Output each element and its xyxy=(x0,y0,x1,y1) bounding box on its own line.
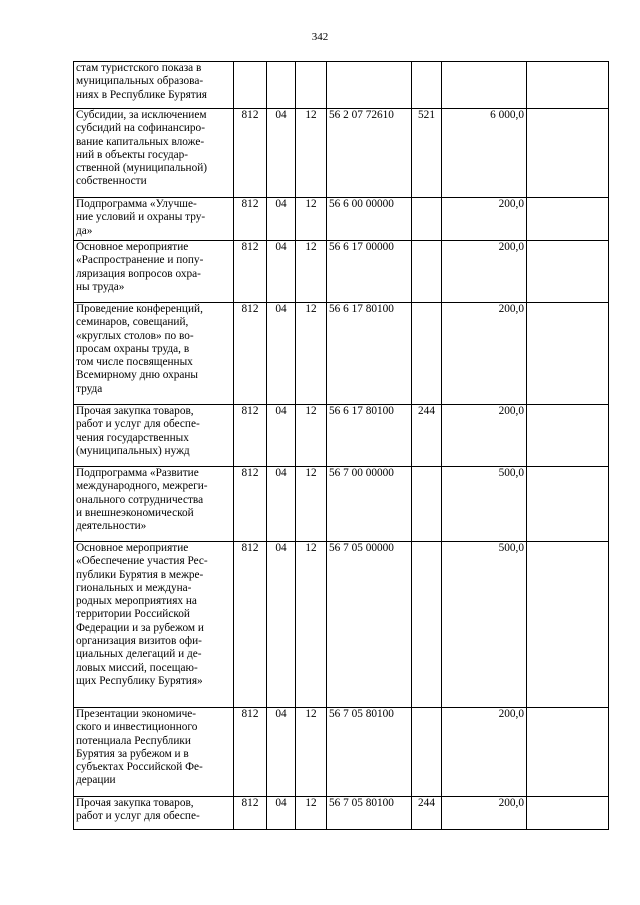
item-name-line: муниципальных образова- xyxy=(76,75,204,88)
item-name-line: собственности xyxy=(76,175,147,188)
target-article-cell: 56 6 00 00000 xyxy=(327,198,412,241)
subsection-code-cell: 12 xyxy=(296,198,327,241)
item-name-line: вание капитальных вложе- xyxy=(76,135,205,148)
extra-cell xyxy=(527,303,609,405)
subsection-code-cell: 12 xyxy=(296,109,327,198)
item-name-cell xyxy=(74,405,234,467)
item-name-cell xyxy=(74,303,234,405)
item-name-line: семинаров, совещаний, xyxy=(76,316,189,329)
item-name-line: Прочая закупка товаров, xyxy=(76,405,194,417)
item-name-cell xyxy=(74,109,234,198)
table-row xyxy=(74,708,609,797)
section-code-cell xyxy=(267,62,296,109)
section-code-cell: 04 xyxy=(267,542,296,708)
item-name-line: «Обеспечение участия Рес- xyxy=(76,555,208,568)
extra-cell xyxy=(527,708,609,797)
expense-type-cell xyxy=(412,467,442,542)
section-code-cell: 04 xyxy=(267,797,296,830)
item-name-line: Федерации и за рубежом и xyxy=(76,621,204,634)
ministry-code-cell: 812 xyxy=(234,303,267,405)
extra-cell xyxy=(527,542,609,708)
ministry-code-cell: 812 xyxy=(234,198,267,241)
subsection-code-cell xyxy=(296,62,327,109)
item-name-cell xyxy=(74,62,234,109)
section-code-cell: 04 xyxy=(267,109,296,198)
item-name-line: да» xyxy=(76,224,93,237)
table-body xyxy=(74,62,609,830)
extra-cell xyxy=(527,241,609,303)
expense-type-cell xyxy=(412,241,442,303)
expense-type-cell xyxy=(412,303,442,405)
extra-cell xyxy=(527,109,609,198)
amount-cell: 200,0 xyxy=(442,241,527,303)
table-row xyxy=(74,542,609,708)
ministry-code-cell: 812 xyxy=(234,109,267,198)
item-name-line: Презентации экономиче- xyxy=(76,708,197,720)
item-name-line: ляризация вопросов охра- xyxy=(76,267,201,280)
ministry-code-cell: 812 xyxy=(234,241,267,303)
subsection-code-cell: 12 xyxy=(296,405,327,467)
table-row xyxy=(74,405,609,467)
item-name-line: работ и услуг для обеспе- xyxy=(76,418,200,431)
item-name-line: Подпрограмма «Развитие xyxy=(76,467,199,479)
item-name-line: чения государственных xyxy=(76,431,189,444)
target-article-cell: 56 7 05 80100 xyxy=(327,797,412,830)
target-article-cell: 56 6 17 00000 xyxy=(327,241,412,303)
item-name-line: родных мероприятиях на xyxy=(76,595,197,608)
section-code-cell: 04 xyxy=(267,405,296,467)
ministry-code-cell: 812 xyxy=(234,405,267,467)
extra-cell xyxy=(527,405,609,467)
extra-cell xyxy=(527,62,609,109)
target-article-cell: 56 7 05 00000 xyxy=(327,542,412,708)
amount-cell: 500,0 xyxy=(442,542,527,708)
item-name-cell xyxy=(74,797,234,830)
page-number: 342 xyxy=(311,31,329,43)
item-name-line: циальных делегаций и де- xyxy=(76,648,202,661)
section-code-cell: 04 xyxy=(267,241,296,303)
item-name-line: ние условий и охраны тру- xyxy=(76,211,206,224)
ministry-code-cell: 812 xyxy=(234,797,267,830)
item-name-line: субъектах Российской Фе- xyxy=(76,761,203,774)
item-name-cell xyxy=(74,467,234,542)
item-name-cell xyxy=(74,542,234,708)
item-name-line: субсидий на софинансиро- xyxy=(76,122,205,135)
item-name-cell xyxy=(74,198,234,241)
subsection-code-cell: 12 xyxy=(296,467,327,542)
item-name-line: публики Бурятия в межре- xyxy=(76,568,204,581)
target-article-cell: 56 7 05 80100 xyxy=(327,708,412,797)
item-name-line: ского и инвестиционного xyxy=(76,721,198,734)
item-name-line: ственной (муниципальной) xyxy=(76,162,208,175)
item-name-line: «Распространение и попу- xyxy=(76,254,204,267)
item-name-line: территории Российской xyxy=(76,608,190,621)
item-name-line: ловых миссий, посещаю- xyxy=(76,661,198,674)
item-name-line: международного, межреги- xyxy=(76,480,208,493)
budget-table xyxy=(73,61,609,830)
subsection-code-cell: 12 xyxy=(296,797,327,830)
expense-type-cell xyxy=(412,198,442,241)
section-code-cell: 04 xyxy=(267,708,296,797)
target-article-cell: 56 6 17 80100 xyxy=(327,405,412,467)
section-code-cell: 04 xyxy=(267,198,296,241)
section-code-cell: 04 xyxy=(267,467,296,542)
extra-cell xyxy=(527,198,609,241)
expense-type-cell xyxy=(412,62,442,109)
extra-cell xyxy=(527,797,609,830)
subsection-code-cell: 12 xyxy=(296,303,327,405)
amount-cell: 200,0 xyxy=(442,797,527,830)
expense-type-cell: 521 xyxy=(412,109,442,198)
item-name-line: дерации xyxy=(76,774,116,787)
expense-type-cell: 244 xyxy=(412,405,442,467)
item-name-line: работ и услуг для обеспе- xyxy=(76,810,200,823)
expense-type-cell: 244 xyxy=(412,797,442,830)
table-row xyxy=(74,797,609,830)
item-name-line: гиональных и междуна- xyxy=(76,581,192,594)
item-name-cell xyxy=(74,708,234,797)
target-article-cell: 56 2 07 72610 xyxy=(327,109,412,198)
item-name-line: ний в объекты государ- xyxy=(76,148,189,161)
section-code-cell: 04 xyxy=(267,303,296,405)
table-row xyxy=(74,198,609,241)
table-row xyxy=(74,109,609,198)
table-row xyxy=(74,241,609,303)
amount-cell: 200,0 xyxy=(442,708,527,797)
expense-type-cell xyxy=(412,708,442,797)
item-name-line: Всемирному дню охраны xyxy=(76,369,199,382)
amount-cell: 6 000,0 xyxy=(442,109,527,198)
target-article-cell xyxy=(327,62,412,109)
ministry-code-cell: 812 xyxy=(234,542,267,708)
amount-cell: 200,0 xyxy=(442,303,527,405)
item-name-line: труда xyxy=(76,382,103,395)
ministry-code-cell: 812 xyxy=(234,467,267,542)
expense-type-cell xyxy=(412,542,442,708)
item-name-line: Основное мероприятие xyxy=(76,542,189,554)
item-name-line: деятельности» xyxy=(76,520,147,533)
item-name-line: том числе посвященных xyxy=(76,356,193,369)
amount-cell: 200,0 xyxy=(442,198,527,241)
item-name-line: Бурятия за рубежом и в xyxy=(76,747,189,760)
subsection-code-cell: 12 xyxy=(296,542,327,708)
item-name-line: и внешнеэкономической xyxy=(76,506,194,519)
item-name-line: потенциала Республики xyxy=(76,734,191,747)
table-row xyxy=(74,303,609,405)
item-name-line: (муниципальных) нужд xyxy=(76,444,190,457)
item-name-line: онального сотрудничества xyxy=(76,493,204,506)
item-name-line: Проведение конференций, xyxy=(76,303,203,315)
item-name-line: Основное мероприятие xyxy=(76,241,189,253)
item-name-line: щих Республику Бурятия» xyxy=(76,674,203,687)
item-name-line: Подпрограмма «Улучше- xyxy=(76,198,197,210)
target-article-cell: 56 7 00 00000 xyxy=(327,467,412,542)
subsection-code-cell: 12 xyxy=(296,241,327,303)
amount-cell: 500,0 xyxy=(442,467,527,542)
extra-cell xyxy=(527,467,609,542)
table-row xyxy=(74,62,609,109)
item-name-line: Субсидии, за исключением xyxy=(76,109,207,121)
amount-cell xyxy=(442,62,527,109)
item-name-line: просам охраны труда, в xyxy=(76,342,190,355)
item-name-line: «круглых столов» по во- xyxy=(76,329,194,342)
item-name-cell xyxy=(74,241,234,303)
item-name-line: организация визитов офи- xyxy=(76,635,202,648)
item-name-line: ниях в Республике Бурятия xyxy=(76,88,207,101)
ministry-code-cell xyxy=(234,62,267,109)
ministry-code-cell: 812 xyxy=(234,708,267,797)
item-name-line: Прочая закупка товаров, xyxy=(76,797,194,809)
table-row xyxy=(74,467,609,542)
item-name-line: ны труда» xyxy=(76,280,125,293)
subsection-code-cell: 12 xyxy=(296,708,327,797)
amount-cell: 200,0 xyxy=(442,405,527,467)
target-article-cell: 56 6 17 80100 xyxy=(327,303,412,405)
item-name-line: стам туристского показа в xyxy=(76,62,202,74)
